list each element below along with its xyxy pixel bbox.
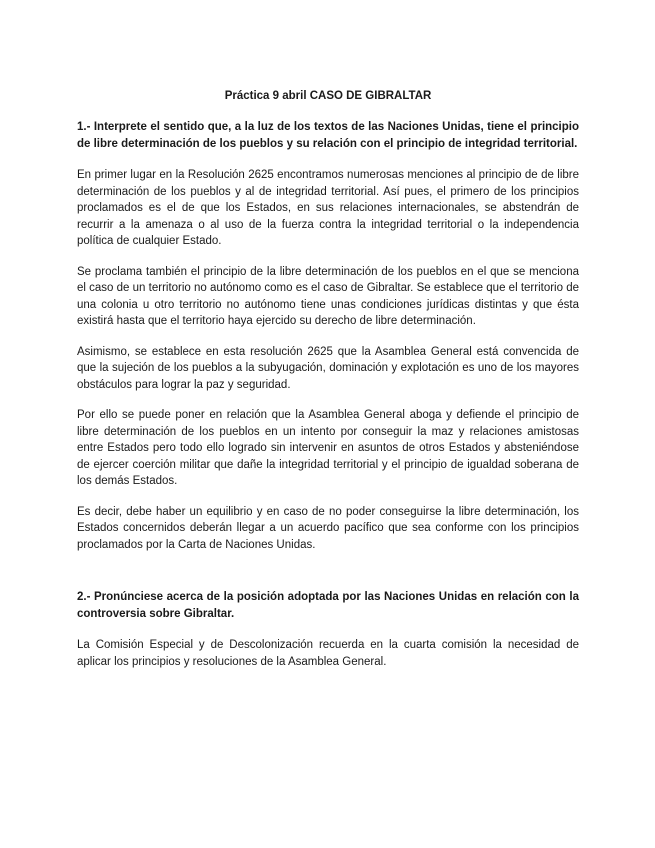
answer-1-paragraph-2: Se proclama también el principio de la libre determinación de los pueblos en el que se menciona el caso de un territorio no autónomo como es el caso de Gibraltar. Se establece que el territorio de una colonia u otro territorio no autónomo tiene unas condiciones jurídicas distintas y que ésta existirá hasta que el territorio haya ejercido su derecho de libre determinación. <box>77 265 579 327</box>
question-1: 1.- Interprete el sentido que, a la luz de los textos de las Naciones Unidas, tiene el principio de libre determinación de los pueblos y su relación con el principio de integridad territorial. <box>77 121 579 150</box>
answer-1-paragraph-3: Asimismo, se establece en esta resolución 2625 que la Asamblea General está convencida de que la sujeción de los pueblos a la subyugación, dominación y explotación es uno de los mayores obstáculos para lograr la paz y seguridad. <box>77 345 579 391</box>
answer-1-paragraph-1: En primer lugar en la Resolución 2625 encontramos numerosas menciones al principio de de libre determinación de los pueblos y al de integridad territorial. Así pues, el primero de los principios proclamados es el de que los Estados, en sus relaciones internacionales, se abstendrán de recurrir a la amenaza o al uso de la fuerza contra la integridad territorial o la independencia política de cualquier Estado. <box>77 169 579 247</box>
question-2: 2.- Pronúnciese acerca de la posición adoptada por las Naciones Unidas en relación con la controversia sobre Gibraltar. <box>77 591 579 620</box>
answer-2-paragraph-1: La Comisión Especial y de Descolonización recuerda en la cuarta comisión la necesidad de aplicar los principios y resoluciones de la Asamblea General. <box>77 639 579 668</box>
document-title: Práctica 9 abril CASO DE GIBRALTAR <box>224 90 432 102</box>
answer-1-paragraph-4: Por ello se puede poner en relación que la Asamblea General aboga y defiende el principio de libre determinación de los pueblos en un intento por conseguir la maz y relaciones amistosas entre Estados pero todo ello logrado sin intervenir en asuntos de otros Estados y absteniéndose de ejercer coerción militar que dañe la integridad territorial y el principio de igualdad soberana de los demás Estados. <box>77 409 579 487</box>
section-spacer <box>77 567 579 589</box>
answer-1-paragraph-5: Es decir, debe haber un equilibrio y en caso de no poder conseguirse la libre determinación, los Estados concernidos deberán llegar a un acuerdo pacífico que sea conforme con los principios proclamados por la Carta de Naciones Unidas. <box>77 505 579 551</box>
document-page <box>77 88 579 684</box>
